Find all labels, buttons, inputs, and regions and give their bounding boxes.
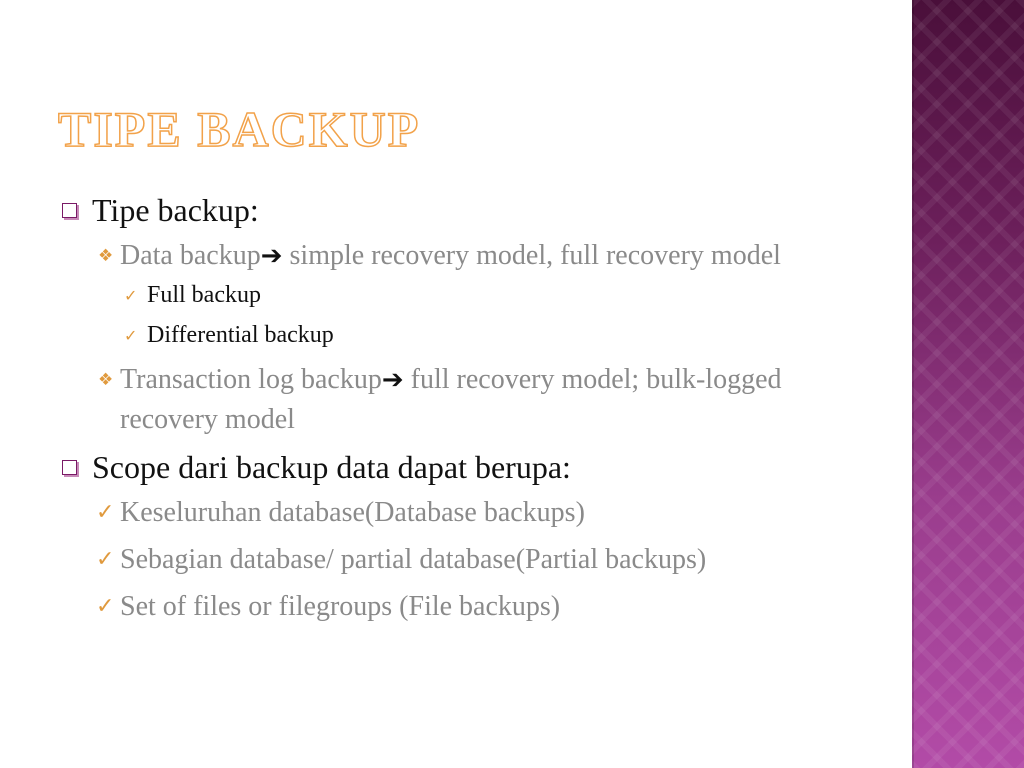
list-item-full-backup <box>62 280 842 310</box>
arrow-right-icon: ➔ <box>381 365 404 395</box>
list-item-transaction-log-backup <box>62 360 842 439</box>
diamond-bullet-icon: ❖ <box>98 370 114 390</box>
check-bullet-icon: ✓ <box>96 594 115 619</box>
list-item-text: Scope dari backup data dapat berupa: <box>92 449 571 485</box>
check-bullet-icon: ✓ <box>96 547 115 572</box>
list-item-text: Full backup <box>147 282 261 308</box>
check-bullet-icon: ✓ <box>124 326 138 345</box>
list-item-scope <box>62 447 842 487</box>
diamond-bullet-icon: ❖ <box>98 246 114 266</box>
list-item-keseluruhan <box>62 493 842 532</box>
side-panel-edge <box>912 0 914 768</box>
arrow-right-icon: ➔ <box>260 241 283 271</box>
list-item-data-backup <box>62 236 842 276</box>
square-bullet-icon <box>62 460 77 475</box>
list-item-set-of-files <box>62 587 842 626</box>
list-item-text: Transaction log backup <box>120 364 382 395</box>
check-bullet-icon: ✓ <box>124 286 138 305</box>
list-item-text: Tipe backup: <box>92 192 259 228</box>
check-bullet-icon: ✓ <box>96 500 115 525</box>
list-item-sebagian <box>62 540 842 579</box>
list-item-text: Keseluruhan database(Database backups) <box>120 497 585 528</box>
list-item-text: Differential backup <box>147 322 334 348</box>
list-item-text: Data backup <box>120 240 261 271</box>
slide-title: TIPE BACKUP <box>58 101 421 157</box>
list-item-tipe-backup <box>62 190 842 230</box>
list-item-detail: full recovery model; bulk-logged recovery model <box>120 364 782 435</box>
list-item-detail: simple recovery model, full recovery model <box>282 240 781 271</box>
slide-content <box>62 190 842 630</box>
list-item-differential-backup <box>62 320 842 350</box>
square-bullet-icon <box>62 203 77 218</box>
list-item-text: Sebagian database/ partial database(Partial backups) <box>120 544 707 575</box>
decorative-side-panel <box>912 0 1024 768</box>
list-item-text: Set of files or filegroups (File backups) <box>120 591 561 622</box>
